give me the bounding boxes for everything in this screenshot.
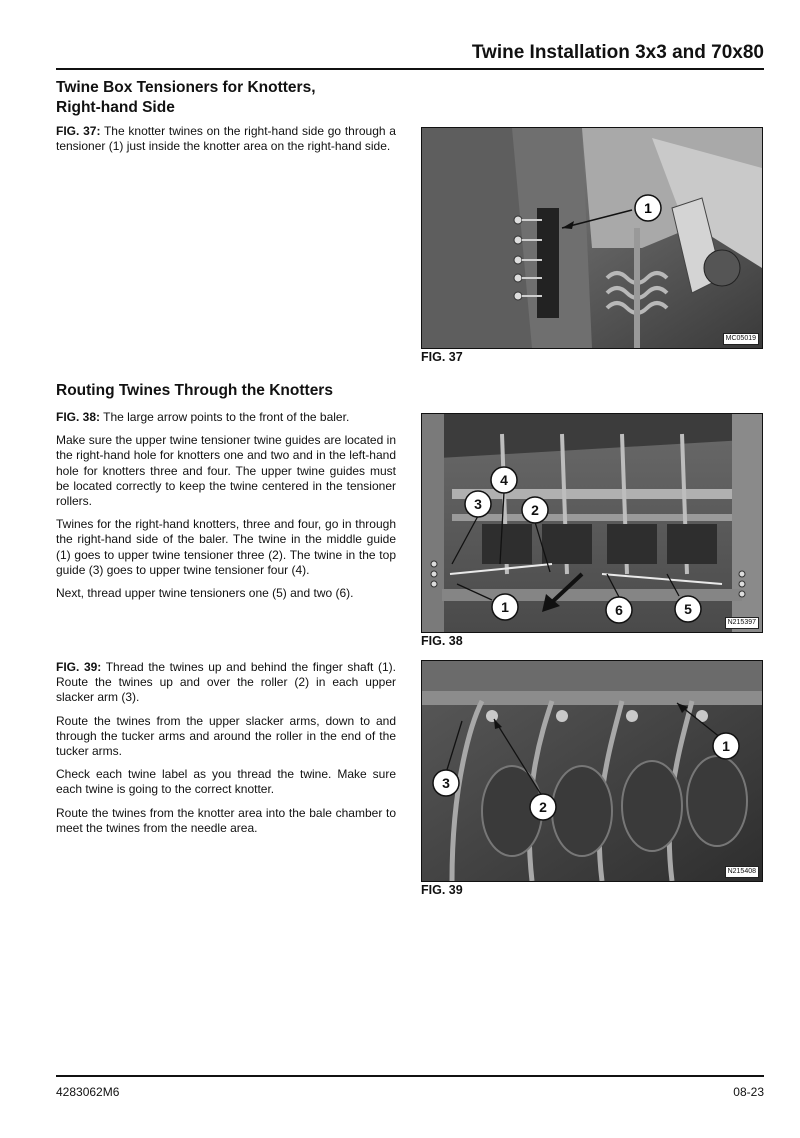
section2-body	[56, 410, 396, 609]
page-number: 08-23	[733, 1085, 764, 1099]
figure-38-illustration	[422, 414, 762, 632]
figure-38-caption: FIG. 38	[421, 634, 463, 648]
section1-body	[56, 124, 396, 162]
fig-ref: FIG. 37:	[56, 124, 101, 138]
paragraph-check-label: Check each twine label as you thread the twine. Make sure each twine is going to the correct knotter.	[56, 767, 396, 797]
heading-line-1: Twine Box Tensioners for Knotters,	[56, 79, 316, 96]
figure-39-caption: FIG. 39	[421, 883, 463, 897]
paragraph-text: The large arrow points to the front of the baler.	[100, 410, 350, 424]
paragraph-fig37	[56, 124, 396, 154]
paragraph-fig39	[56, 660, 396, 706]
figure-39-illustration	[422, 661, 762, 881]
heading-line-2: Right-hand Side	[56, 99, 175, 116]
figure-38-photo	[421, 413, 763, 633]
callout-5: 5	[684, 601, 692, 617]
paragraph-bale-chamber: Route the twines from the knotter area into the bale chamber to meet the twines from the needle area.	[56, 805, 396, 835]
paragraph-guides: Make sure the upper twine tensioner twine guides are located in the right-hand hole for knotters one and two and in the left-hand hole for knotters three and four. The upper twine guides must be located correctly to keep the twine centered in the tensioner rollers.	[56, 433, 396, 509]
paragraph-text: The knotter twines on the right-hand side go through a tensioner (1) just inside the knotter area on the right-hand side.	[56, 124, 396, 154]
section3-body	[56, 660, 396, 844]
callout-1: 1	[644, 200, 652, 216]
document-number: 4283062M6	[56, 1085, 120, 1099]
paragraph-right-hand-knotters: Twines for the right-hand knotters, three and four, go in through the right-hand side of the baler. The twine in the middle guide (1) goes to upper twine tensioner three (2). The twine in the top guide (3) goes to upper twine tensioner four (4).	[56, 517, 396, 577]
callout-1: 1	[501, 599, 509, 615]
figure-code: MC05019	[723, 333, 759, 345]
paragraph-next: Next, thread upper twine tensioners one (5) and two (6).	[56, 586, 354, 601]
figure-code: N215397	[725, 617, 759, 629]
callout-2: 2	[539, 799, 547, 815]
callout-2: 2	[531, 502, 539, 518]
figure-37-illustration	[422, 128, 762, 348]
callout-3: 3	[474, 496, 482, 512]
paragraph-slacker-arms: Route the twines from the upper slacker arms, down to and through the tucker arms and around the roller in the end of the tucker arms.	[56, 713, 396, 759]
figure-code: N215408	[725, 866, 759, 878]
paragraph-fig38	[56, 410, 396, 425]
callout-4: 4	[500, 472, 508, 488]
section-heading-routing: Routing Twines Through the Knotters	[56, 382, 333, 399]
fig-ref: FIG. 38:	[56, 410, 101, 424]
fig-ref: FIG. 39:	[56, 660, 102, 674]
figure-39-photo	[421, 660, 763, 882]
figure-37-photo	[421, 127, 763, 349]
section-heading-tensioners	[56, 78, 401, 118]
callout-1: 1	[722, 738, 730, 754]
header-divider	[56, 68, 764, 70]
footer-divider	[56, 1075, 764, 1077]
figure-37-caption: FIG. 37	[421, 350, 463, 364]
callout-3: 3	[442, 775, 450, 791]
page-title: Twine Installation 3x3 and 70x80	[471, 42, 764, 63]
callout-6: 6	[615, 602, 623, 618]
paragraph-text: Thread the twines up and behind the finger shaft (1). Route the twines up and over the roller (2) in each upper slacker arm (3).	[56, 660, 396, 705]
